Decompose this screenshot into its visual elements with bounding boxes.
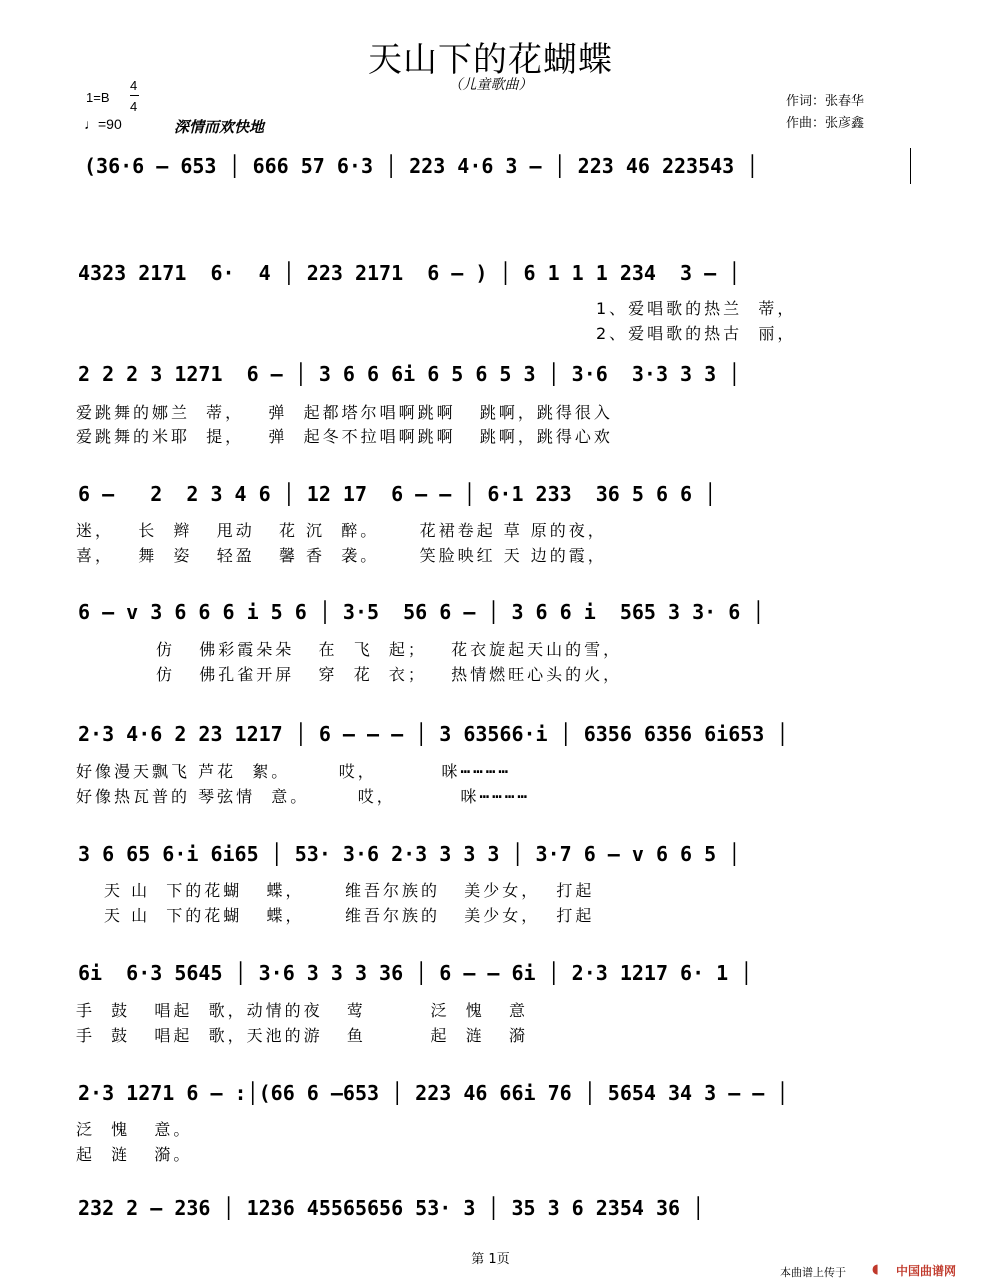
notation-line-9: 2·3 1271 6 – :│(66 6 –653 │ 223 46 66i 76 │ 5654 34 3 – – │ <box>78 1081 789 1105</box>
page-title: 天山下的花蝴蝶 <box>368 40 613 80</box>
lyric-line-9-2: 起 涟 漪。 <box>76 1145 193 1164</box>
tempo-marking: ♩=90 <box>84 116 122 132</box>
time-signature-top: 4 <box>130 78 138 93</box>
notation-line-8: 6i 6·3 5645 │ 3·6 3 3 3 36 │ 6 – – 6i │ 2·3 1217 6· 1 │ <box>78 961 753 985</box>
lyric-line-8-2: 手 鼓 唱起 歌，天池的游 鱼 起 涟 漪 <box>76 1026 528 1045</box>
notation-line-6: 2·3 4·6 2 23 1217 │ 6 – – – │ 3 63566·i │ 6356 6356 6i653 │ <box>78 722 789 746</box>
lyric-line-3-1: 爱跳舞的娜兰 蒂， 弹 起都塔尔唱啊跳啊 跳啊，跳得很入 <box>76 403 613 422</box>
composer-credit: 作曲：张彦鑫 <box>786 116 865 131</box>
lyric-line-3-2: 爱跳舞的米耶 提， 弹 起冬不拉唱啊跳啊 跳啊，跳得心欢 <box>76 427 613 446</box>
lyric-line-5-2: 仿 佛孔雀开屏 穿 花 衣； 热情燃旺心头的火， <box>156 665 623 684</box>
lyric-line-2-2: 2、爱唱歌的热古 丽， <box>596 324 797 343</box>
lyric-line-4-1: 迷， 长 辫 甩动 花 沉 醉。 花裙卷起 草 原的夜， <box>76 521 607 540</box>
site-brand: 中国曲谱网 <box>896 1264 957 1278</box>
expression-marking: 深情而欢快地 <box>174 118 265 136</box>
barline <box>910 148 911 184</box>
notation-line-7: 3 6 65 6·i 6i65 │ 53· 3·6 2·3 3 3 3 │ 3·7 6 – v 6 6 5 │ <box>78 842 741 866</box>
lyricist-credit: 作词：张春华 <box>786 94 865 109</box>
lyric-line-2-1: 1、爱唱歌的热兰 蒂， <box>596 299 797 318</box>
site-logo-icon: ◖ <box>872 1262 879 1277</box>
lyric-line-8-1: 手 鼓 唱起 歌，动情的夜 莺 泛 愧 意 <box>76 1001 528 1020</box>
notation-line-5: 6 – v 3 6 6 6 i 5 6 │ 3·5 56 6 – │ 3 6 6 i 565 3 3· 6 │ <box>78 600 765 624</box>
time-signature-divider <box>130 95 139 96</box>
page-number: 第 1页 <box>471 1252 510 1267</box>
lyric-line-6-1: 好像漫天飘飞 芦花 絮。 哎， 咪┅┅┅┅ <box>76 762 511 781</box>
lyric-line-7-1: 天 山 下的花蝴 蝶， 维吾尔族的 美少女， 打起 <box>104 881 595 900</box>
notation-line-3: 2 2 2 3 1271 6 – │ 3 6 6 6i 6 5 6 5 3 │ 3·6 3·3 3 3 │ <box>78 362 741 386</box>
lyric-line-9-1: 泛 愧 意。 <box>76 1120 193 1139</box>
upload-note: 本曲谱上传于 <box>780 1266 846 1279</box>
notation-line-2: 4323 2171 6· 4 │ 223 2171 6 – ) │ 6 1 1 1 234 3 – │ <box>78 261 741 285</box>
lyric-line-6-2: 好像热瓦普的 琴弦情 意。 哎， 咪┅┅┅┅ <box>76 787 530 806</box>
notation-line-1: (36·6 – 653 │ 666 57 6·3 │ 223 4·6 3 – │ 223 46 223543 │ <box>84 154 759 178</box>
key-signature: 1=B <box>86 90 110 105</box>
notation-line-4: 6 – 2 2 3 4 6 │ 12 17 6 – – │ 6·1 233 36 5 6 6 │ <box>78 482 717 506</box>
page-subtitle: （儿童歌曲） <box>448 77 533 93</box>
lyric-line-4-2: 喜， 舞 姿 轻盈 馨 香 袭。 笑脸映红 天 边的霞， <box>76 546 607 565</box>
notation-line-10: 232 2 – 236 │ 1236 45565656 53· 3 │ 35 3 6 2354 36 │ <box>78 1196 705 1220</box>
lyric-line-5-1: 仿 佛彩霞朵朵 在 飞 起； 花衣旋起天山的雪， <box>156 640 623 659</box>
lyric-line-7-2: 天 山 下的花蝴 蝶， 维吾尔族的 美少女， 打起 <box>104 906 595 925</box>
time-signature-bottom: 4 <box>130 99 138 114</box>
